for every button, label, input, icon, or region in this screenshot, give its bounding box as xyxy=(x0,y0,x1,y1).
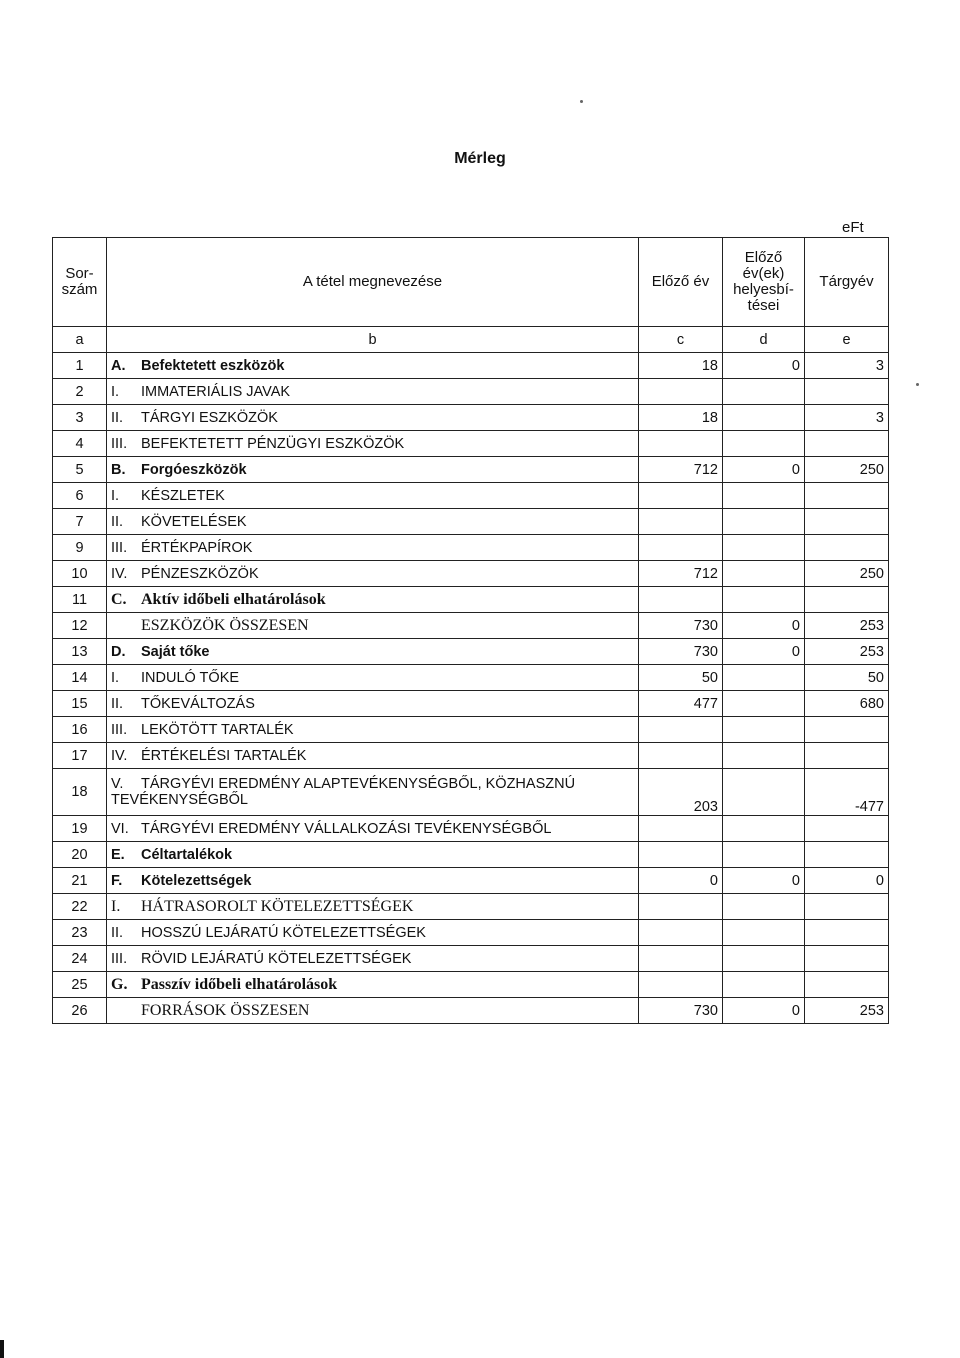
previous-year-value xyxy=(639,842,723,868)
item-label: Passzív időbeli elhatárolások xyxy=(141,975,338,993)
column-letter: d xyxy=(723,327,805,353)
item-code: E. xyxy=(111,846,125,863)
correction-value xyxy=(723,405,805,431)
item-name-cell xyxy=(107,868,639,894)
previous-year-value xyxy=(639,379,723,405)
item-code: II. xyxy=(111,695,124,712)
column-letter: a xyxy=(53,327,107,353)
item-name-cell xyxy=(107,769,639,816)
scan-speck xyxy=(916,383,919,386)
correction-value: 0 xyxy=(723,457,805,483)
previous-year-value xyxy=(639,431,723,457)
item-label: FORRÁSOK ÖSSZESEN xyxy=(141,1001,310,1019)
item-name-cell xyxy=(107,717,639,743)
item-code: II. xyxy=(111,924,124,941)
current-year-value xyxy=(805,379,889,405)
item-label: LEKÖTÖTT TARTALÉK xyxy=(141,721,294,738)
item-name-cell xyxy=(107,431,639,457)
item-code: I. xyxy=(111,487,120,504)
current-year-value xyxy=(805,894,889,920)
row-number: 19 xyxy=(53,816,107,842)
current-year-value xyxy=(805,920,889,946)
item-label: PÉNZESZKÖZÖK xyxy=(141,565,259,582)
previous-year-value: 712 xyxy=(639,457,723,483)
correction-value xyxy=(723,816,805,842)
item-name-cell xyxy=(107,920,639,946)
row-number: 17 xyxy=(53,743,107,769)
correction-value xyxy=(723,920,805,946)
row-number: 13 xyxy=(53,639,107,665)
item-name-cell xyxy=(107,972,639,998)
previous-year-value: 18 xyxy=(639,405,723,431)
row-number: 22 xyxy=(53,894,107,920)
item-label: KÉSZLETEK xyxy=(141,487,225,504)
previous-year-value: 203 xyxy=(639,769,723,816)
item-name-cell xyxy=(107,946,639,972)
current-year-value: 250 xyxy=(805,457,889,483)
correction-value xyxy=(723,691,805,717)
row-number: 26 xyxy=(53,998,107,1024)
item-label: IMMATERIÁLIS JAVAK xyxy=(141,383,291,400)
correction-value: 0 xyxy=(723,868,805,894)
previous-year-value xyxy=(639,743,723,769)
table-row xyxy=(53,972,889,998)
table-row xyxy=(53,639,889,665)
header-row-number: Sor- szám xyxy=(53,238,107,327)
table-row xyxy=(53,483,889,509)
item-name-cell xyxy=(107,894,639,920)
correction-value xyxy=(723,842,805,868)
item-name-cell xyxy=(107,509,639,535)
current-year-value xyxy=(805,509,889,535)
item-label: Befektetett eszközök xyxy=(141,357,285,374)
table-row xyxy=(53,691,889,717)
item-label: ÉRTÉKPAPÍROK xyxy=(141,539,253,556)
row-number: 3 xyxy=(53,405,107,431)
item-name-cell xyxy=(107,842,639,868)
balance-sheet-table xyxy=(52,237,889,1024)
row-number: 4 xyxy=(53,431,107,457)
table-row xyxy=(53,587,889,613)
correction-value xyxy=(723,769,805,816)
row-number: 15 xyxy=(53,691,107,717)
table-row xyxy=(53,509,889,535)
item-name-cell xyxy=(107,561,639,587)
item-code: III. xyxy=(111,721,128,738)
column-letter: e xyxy=(805,327,889,353)
page-title: Mérleg xyxy=(454,150,506,167)
row-number: 5 xyxy=(53,457,107,483)
item-code: III. xyxy=(111,950,128,967)
correction-value xyxy=(723,587,805,613)
item-code: VI. xyxy=(111,820,129,837)
current-year-value xyxy=(805,816,889,842)
current-year-value: -477 xyxy=(805,769,889,816)
previous-year-value xyxy=(639,483,723,509)
item-name-cell xyxy=(107,691,639,717)
previous-year-value xyxy=(639,946,723,972)
table-row xyxy=(53,613,889,639)
table-row xyxy=(53,842,889,868)
table-row xyxy=(53,920,889,946)
item-name-cell xyxy=(107,353,639,379)
item-name-cell xyxy=(107,665,639,691)
item-name-cell xyxy=(107,998,639,1024)
current-year-value: 253 xyxy=(805,613,889,639)
item-name-cell xyxy=(107,613,639,639)
row-number: 16 xyxy=(53,717,107,743)
previous-year-value xyxy=(639,535,723,561)
table-row xyxy=(53,946,889,972)
correction-value xyxy=(723,509,805,535)
row-number: 11 xyxy=(53,587,107,613)
item-label: TŐKEVÁLTOZÁS xyxy=(141,695,255,712)
item-label: INDULÓ TŐKE xyxy=(141,669,240,686)
item-label: HÁTRASOROLT KÖTELEZETTSÉGEK xyxy=(141,897,414,915)
row-number: 7 xyxy=(53,509,107,535)
current-year-value xyxy=(805,743,889,769)
item-code: I. xyxy=(111,669,120,686)
column-letter: c xyxy=(639,327,723,353)
current-year-value xyxy=(805,587,889,613)
row-number: 6 xyxy=(53,483,107,509)
table-row xyxy=(53,894,889,920)
correction-value: 0 xyxy=(723,353,805,379)
table-row xyxy=(53,816,889,842)
current-year-value: 253 xyxy=(805,998,889,1024)
item-label: TÁRGYÉVI EREDMÉNY VÁLLALKOZÁSI TEVÉKENYSÉGBŐL xyxy=(141,820,552,837)
table-row xyxy=(53,379,889,405)
column-letter-row xyxy=(53,327,889,353)
current-year-value: 253 xyxy=(805,639,889,665)
item-name-cell xyxy=(107,743,639,769)
previous-year-value: 730 xyxy=(639,998,723,1024)
item-code: IV. xyxy=(111,565,128,582)
table-row xyxy=(53,431,889,457)
previous-year-value: 730 xyxy=(639,613,723,639)
correction-value xyxy=(723,946,805,972)
currency-unit: eFt xyxy=(842,219,864,236)
correction-value xyxy=(723,535,805,561)
item-code: B. xyxy=(111,461,126,478)
row-number: 21 xyxy=(53,868,107,894)
item-name-cell xyxy=(107,639,639,665)
row-number: 1 xyxy=(53,353,107,379)
item-code: V. xyxy=(111,776,124,792)
row-number: 20 xyxy=(53,842,107,868)
previous-year-value xyxy=(639,972,723,998)
item-code: III. xyxy=(111,539,128,556)
previous-year-value: 18 xyxy=(639,353,723,379)
scan-speck xyxy=(580,100,583,103)
item-label: ÉRTÉKELÉSI TARTALÉK xyxy=(141,747,307,764)
previous-year-value xyxy=(639,894,723,920)
current-year-value: 0 xyxy=(805,868,889,894)
item-code: D. xyxy=(111,643,126,660)
row-number: 25 xyxy=(53,972,107,998)
table-row xyxy=(53,353,889,379)
item-name-cell xyxy=(107,405,639,431)
row-number: 9 xyxy=(53,535,107,561)
row-number: 14 xyxy=(53,665,107,691)
correction-value xyxy=(723,483,805,509)
correction-value xyxy=(723,431,805,457)
item-label: Forgóeszközök xyxy=(141,461,247,478)
previous-year-value: 477 xyxy=(639,691,723,717)
item-label: Kötelezettségek xyxy=(141,872,252,889)
previous-year-value xyxy=(639,816,723,842)
current-year-value: 3 xyxy=(805,405,889,431)
current-year-value: 50 xyxy=(805,665,889,691)
previous-year-value xyxy=(639,717,723,743)
current-year-value xyxy=(805,946,889,972)
previous-year-value: 712 xyxy=(639,561,723,587)
item-code: A. xyxy=(111,357,126,374)
item-name-cell xyxy=(107,816,639,842)
header-current-year: Tárgyév xyxy=(805,238,889,327)
item-code: III. xyxy=(111,435,128,452)
item-name-cell xyxy=(107,457,639,483)
correction-value: 0 xyxy=(723,998,805,1024)
correction-value: 0 xyxy=(723,639,805,665)
correction-value xyxy=(723,561,805,587)
current-year-value: 3 xyxy=(805,353,889,379)
table-row xyxy=(53,998,889,1024)
previous-year-value: 730 xyxy=(639,639,723,665)
item-code: C. xyxy=(111,590,127,608)
item-label: KÖVETELÉSEK xyxy=(141,513,247,530)
current-year-value: 250 xyxy=(805,561,889,587)
previous-year-value xyxy=(639,920,723,946)
previous-year-value xyxy=(639,587,723,613)
correction-value xyxy=(723,665,805,691)
row-number: 24 xyxy=(53,946,107,972)
item-code: I. xyxy=(111,897,121,915)
row-number: 23 xyxy=(53,920,107,946)
item-label: RÖVID LEJÁRATÚ KÖTELEZETTSÉGEK xyxy=(141,950,412,967)
table-row xyxy=(53,868,889,894)
table-row xyxy=(53,561,889,587)
table-row xyxy=(53,743,889,769)
item-code: II. xyxy=(111,513,124,530)
item-label: TÁRGYI ESZKÖZÖK xyxy=(141,409,278,426)
current-year-value xyxy=(805,717,889,743)
item-label: Saját tőke xyxy=(141,643,210,660)
correction-value xyxy=(723,894,805,920)
table-row xyxy=(53,405,889,431)
previous-year-value: 0 xyxy=(639,868,723,894)
current-year-value: 680 xyxy=(805,691,889,717)
table-row xyxy=(53,717,889,743)
current-year-value xyxy=(805,431,889,457)
correction-value xyxy=(723,972,805,998)
row-number: 12 xyxy=(53,613,107,639)
item-name-cell xyxy=(107,483,639,509)
item-code: II. xyxy=(111,409,124,426)
table-header-row xyxy=(53,238,889,327)
header-item-name: A tétel megnevezése xyxy=(107,238,639,327)
header-previous-year-corrections: Előző év(ek) helyesbí- tései xyxy=(723,238,805,327)
table-row xyxy=(53,535,889,561)
item-name-cell xyxy=(107,587,639,613)
correction-value xyxy=(723,379,805,405)
item-label: BEFEKTETETT PÉNZÜGYI ESZKÖZÖK xyxy=(141,435,405,452)
correction-value: 0 xyxy=(723,613,805,639)
item-label: Aktív időbeli elhatárolások xyxy=(141,590,326,608)
previous-year-value xyxy=(639,509,723,535)
item-name-cell xyxy=(107,535,639,561)
table-row xyxy=(53,665,889,691)
item-label: ESZKÖZÖK ÖSSZESEN xyxy=(141,616,309,634)
row-number: 10 xyxy=(53,561,107,587)
item-label: TÁRGYÉVI EREDMÉNY ALAPTEVÉKENYSÉGBŐL, KÖZHASZNÚ TEVÉKENYSÉGBŐL xyxy=(111,776,576,808)
current-year-value xyxy=(805,842,889,868)
table-row xyxy=(53,769,889,816)
column-letter: b xyxy=(107,327,639,353)
row-number: 2 xyxy=(53,379,107,405)
current-year-value xyxy=(805,535,889,561)
current-year-value xyxy=(805,483,889,509)
item-label: Céltartalékok xyxy=(141,846,233,863)
correction-value xyxy=(723,717,805,743)
item-code: F. xyxy=(111,872,123,889)
item-name-cell xyxy=(107,379,639,405)
header-previous-year: Előző év xyxy=(639,238,723,327)
previous-year-value: 50 xyxy=(639,665,723,691)
item-code: I. xyxy=(111,383,120,400)
item-code: G. xyxy=(111,975,128,993)
scan-edge-mark xyxy=(0,1340,4,1358)
row-number: 18 xyxy=(53,769,107,816)
item-label: HOSSZÚ LEJÁRATÚ KÖTELEZETTSÉGEK xyxy=(141,924,426,941)
item-code: IV. xyxy=(111,747,128,764)
table-row xyxy=(53,457,889,483)
correction-value xyxy=(723,743,805,769)
current-year-value xyxy=(805,972,889,998)
